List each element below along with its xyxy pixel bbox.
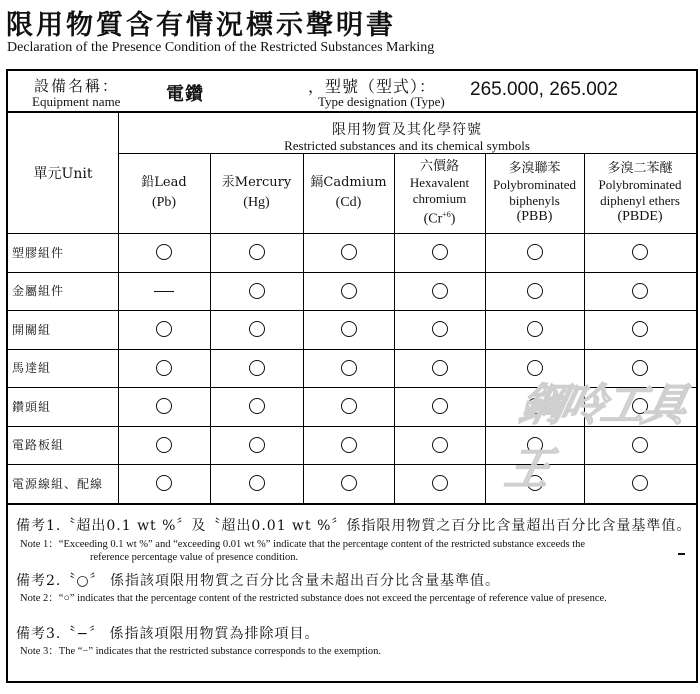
compliant-circle-mark [527, 321, 543, 337]
table-divider [8, 233, 696, 234]
substance-name: 多溴二苯醚 [607, 161, 673, 176]
substance-name-en: chromium [412, 190, 467, 206]
compliant-circle-mark [432, 360, 448, 376]
component-row-label: 馬達組 [12, 361, 52, 376]
document-title: 限用物質含有情況標示聲明書 [6, 10, 396, 41]
substance-name: 六價鉻 [419, 158, 459, 174]
compliant-circle-mark [249, 244, 265, 260]
note-heading: 備考1.〝超出0.1 wt %〞及〝超出0.01 wt %〞係指限用物質之百分比含量超出百分比含量基準值。 [16, 518, 692, 534]
compliant-circle-mark [156, 475, 172, 491]
table-divider [8, 349, 696, 350]
substance-name-en: biphenyls [509, 193, 560, 208]
type-designation-label-en: Type designation (Type) [318, 94, 445, 109]
equipment-label-zh: 設備名稱： [34, 77, 120, 95]
equipment-row [8, 71, 696, 113]
substance-symbol: (Pb) [151, 195, 177, 210]
substance-column-header [584, 153, 696, 233]
substance-column-header [394, 153, 485, 233]
unit-header: 單元Unit [33, 166, 93, 182]
compliant-circle-mark [432, 475, 448, 491]
note-english-text: Note 3：The “−” indicates that the restricted substance corresponds to the exemption. [20, 646, 382, 657]
substance-column-header [118, 153, 210, 233]
table-divider [8, 272, 696, 273]
compliant-circle-mark [156, 321, 172, 337]
compliant-circle-mark [632, 283, 648, 299]
note-heading: 備考3.〝−〞 係指該項限用物質為排除項目。 [16, 626, 320, 642]
compliant-circle-mark [341, 283, 357, 299]
substances-group-header [118, 113, 696, 153]
table-divider [210, 153, 211, 503]
compliant-circle-mark [249, 321, 265, 337]
watermark-logo: 鋼呤工具王 [500, 380, 690, 495]
substance-column-header [303, 153, 394, 233]
equipment-value: 電鑽 [166, 84, 204, 105]
compliant-circle-mark [341, 437, 357, 453]
compliant-circle-mark [249, 475, 265, 491]
substance-name: 多溴聯苯 [508, 161, 561, 176]
component-row-label: 金屬組件 [12, 284, 65, 299]
document-subtitle: Declaration of the Presence Condition of the Restricted Substances Marking [7, 40, 435, 55]
compliant-circle-mark [249, 437, 265, 453]
type-designation-value: 265.000, 265.002 [470, 79, 618, 100]
note-heading: 備考2.〝○〞 係指該項限用物質之百分比含量未超出百分比含量基準值。 [16, 573, 501, 589]
compliant-circle-mark [632, 244, 648, 260]
compliant-circle-mark [432, 321, 448, 337]
compliant-circle-mark [632, 321, 648, 337]
type-designation-label-zh: ，型號（型式）： [308, 77, 437, 96]
compliant-circle-mark [156, 398, 172, 414]
table-divider [8, 310, 696, 311]
compliant-circle-mark [527, 244, 543, 260]
compliant-circle-mark [432, 398, 448, 414]
compliant-circle-mark [249, 283, 265, 299]
table-divider [118, 113, 119, 503]
component-row-label: 電路板組 [12, 438, 65, 453]
component-row-label: 鑽頭組 [12, 399, 52, 414]
declaration-form [6, 69, 698, 683]
substance-name: 鉛Lead [141, 175, 187, 190]
substance-name-en: Polybrominated [598, 177, 682, 192]
compliant-circle-mark [432, 283, 448, 299]
substances-group-header-en: Restricted substances and its chemical symbols [284, 138, 530, 153]
substance-symbol: (Cd) [335, 195, 362, 210]
compliant-circle-mark [156, 360, 172, 376]
substances-group-header-zh: 限用物質及其化學符號 [332, 122, 482, 138]
note-english-text: Note 2：“○” indicates that the percentage content of the restricted substance does not exceed the percentage of reference value of presence. [20, 593, 607, 604]
compliant-circle-mark [249, 398, 265, 414]
equipment-label-en: Equipment name [32, 94, 121, 109]
substance-name: 鎘Cadmium [310, 175, 387, 190]
compliant-circle-mark [341, 321, 357, 337]
compliant-circle-mark [341, 398, 357, 414]
component-row-label: 開關組 [12, 322, 52, 337]
table-divider [8, 503, 696, 505]
compliant-circle-mark [432, 437, 448, 453]
substance-symbol: (PBDE) [617, 209, 663, 224]
table-divider [485, 153, 486, 503]
compliant-circle-mark [527, 283, 543, 299]
exemption-dash-mark [154, 291, 174, 292]
substance-symbol: $(Cr^{+6})$ [423, 209, 456, 227]
table-divider [118, 153, 696, 154]
table-divider [394, 153, 395, 503]
substance-name-en: diphenyl ethers [600, 193, 680, 208]
substance-column-header [210, 153, 303, 233]
table-divider [303, 153, 304, 503]
note-english-text: Note 1：“Exceeding 0.1 wt %” and “exceeding 0.01 wt %” indicate that the percentage content of the restricted substance exceeds the [20, 539, 586, 550]
component-row-label: 塑膠組件 [12, 245, 65, 260]
compliant-circle-mark [341, 244, 357, 260]
compliant-circle-mark [249, 360, 265, 376]
substance-name-en: Hexavalent [409, 174, 470, 190]
substance-symbol: (PBB) [516, 209, 553, 224]
compliant-circle-mark [156, 437, 172, 453]
compliant-circle-mark [341, 475, 357, 491]
margin-dash [678, 553, 685, 555]
substance-symbol: (Hg) [243, 195, 270, 210]
substance-name-en: Polybrominated [492, 177, 577, 192]
substance-column-header [485, 153, 584, 233]
note-english-text: reference percentage value of presence condition. [90, 552, 299, 563]
compliant-circle-mark [156, 244, 172, 260]
substance-name: 汞Mercury [221, 175, 292, 190]
compliant-circle-mark [432, 244, 448, 260]
component-row-label: 電源線組、配線 [12, 476, 104, 491]
compliant-circle-mark [341, 360, 357, 376]
